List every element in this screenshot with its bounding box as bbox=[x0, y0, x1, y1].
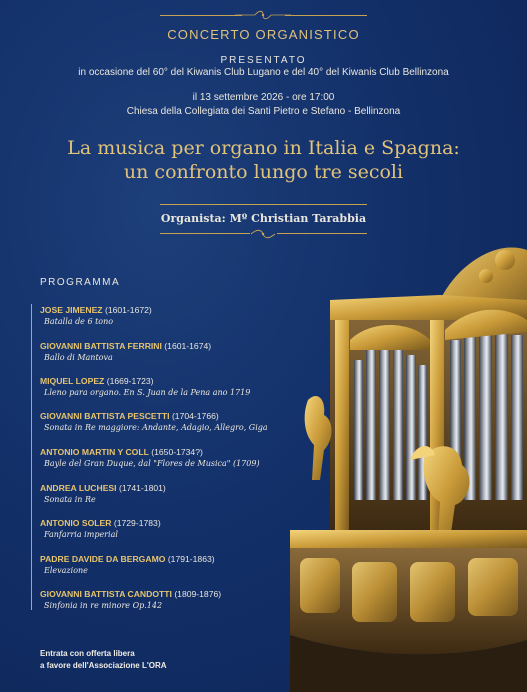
composer-name: GIOVANNI BATTISTA PESCETTI bbox=[40, 411, 170, 421]
composer-years: (1704-1766) bbox=[171, 411, 219, 421]
composer-name: PADRE DAVIDE DA BERGAMO bbox=[40, 554, 166, 564]
entry-line-1: Entrata con offerta libera bbox=[40, 649, 135, 658]
date-time: il 13 settembre 2026 - ore 17:00 bbox=[192, 92, 335, 103]
composer-years: (1809-1876) bbox=[174, 589, 222, 599]
composer-name: ANDREA LUCHESI bbox=[40, 483, 117, 493]
composer-name: ANTONIO MARTIN Y COLL bbox=[40, 447, 149, 457]
top-rule-left bbox=[160, 15, 242, 16]
list-item bbox=[40, 589, 340, 611]
presented-label: PRESENTATO bbox=[220, 55, 307, 66]
top-rule-right bbox=[285, 15, 367, 16]
composer-years: (1669-1723) bbox=[106, 376, 154, 386]
composer-years: (1601-1672) bbox=[104, 305, 152, 315]
work-title: Ballo di Mantova bbox=[44, 353, 113, 362]
composer-name: MIQUEL LOPEZ bbox=[40, 376, 105, 386]
organist-rule-top bbox=[160, 204, 367, 205]
composer-years: (1741-1801) bbox=[118, 483, 166, 493]
composer-years: (1601-1674) bbox=[164, 341, 212, 351]
work-title: Lleno para organo. En S. Juan de la Pena ano 1719 bbox=[44, 388, 251, 397]
entry-line-2: a favore dell'Associazione L'ORA bbox=[40, 661, 167, 670]
entry-note bbox=[40, 648, 167, 672]
composer-name: ANTONIO SOLER bbox=[40, 518, 112, 528]
composer-years: (1650-1734?) bbox=[151, 447, 203, 457]
main-title-line-2: un confronto lungo tre secoli bbox=[123, 161, 404, 183]
list-item bbox=[40, 518, 340, 540]
composer-name: GIOVANNI BATTISTA CANDOTTI bbox=[40, 589, 172, 599]
top-ornament bbox=[233, 10, 293, 20]
venue: Chiesa della Collegiata dei Santi Pietro e Stefano - Bellinzona bbox=[126, 106, 401, 117]
composer-years: (1791-1863) bbox=[167, 554, 215, 564]
concert-title: CONCERTO ORGANISTICO bbox=[167, 27, 360, 42]
work-title: Sonata in Re bbox=[44, 495, 96, 504]
main-title bbox=[0, 136, 527, 184]
bottom-ornament bbox=[233, 229, 293, 239]
composer-name: GIOVANNI BATTISTA FERRINI bbox=[40, 341, 162, 351]
program-heading: PROGRAMMA bbox=[40, 277, 121, 288]
list-item bbox=[40, 483, 340, 505]
work-title: Fanfarria imperial bbox=[44, 530, 118, 539]
program-accent-bar bbox=[31, 304, 32, 610]
work-title: Elevazione bbox=[44, 566, 88, 575]
work-title: Sinfonia in re minore Op.142 bbox=[44, 601, 163, 610]
work-title: Batalla de 6 tono bbox=[44, 317, 114, 326]
list-item bbox=[40, 554, 340, 576]
list-item bbox=[40, 341, 340, 363]
composer-name: JOSE JIMENEZ bbox=[40, 305, 103, 315]
work-title: Sonata in Re maggiore: Andante, Adagio, Allegro, Giga bbox=[44, 423, 268, 432]
work-title: Bayle del Gran Duque, dal "Flores de Musica" (1709) bbox=[44, 459, 260, 468]
main-title-line-1: La musica per organo in Italia e Spagna: bbox=[67, 137, 460, 159]
occasion-text: in occasione del 60° del Kiwanis Club Lugano e del 40° del Kiwanis Club Bellinzona bbox=[78, 67, 449, 78]
list-item bbox=[40, 447, 340, 469]
list-item bbox=[40, 305, 340, 327]
list-item bbox=[40, 376, 340, 398]
composer-years: (1729-1783) bbox=[113, 518, 161, 528]
organist-name: Organista: Mº Christian Tarabbia bbox=[160, 212, 367, 225]
list-item bbox=[40, 411, 340, 433]
